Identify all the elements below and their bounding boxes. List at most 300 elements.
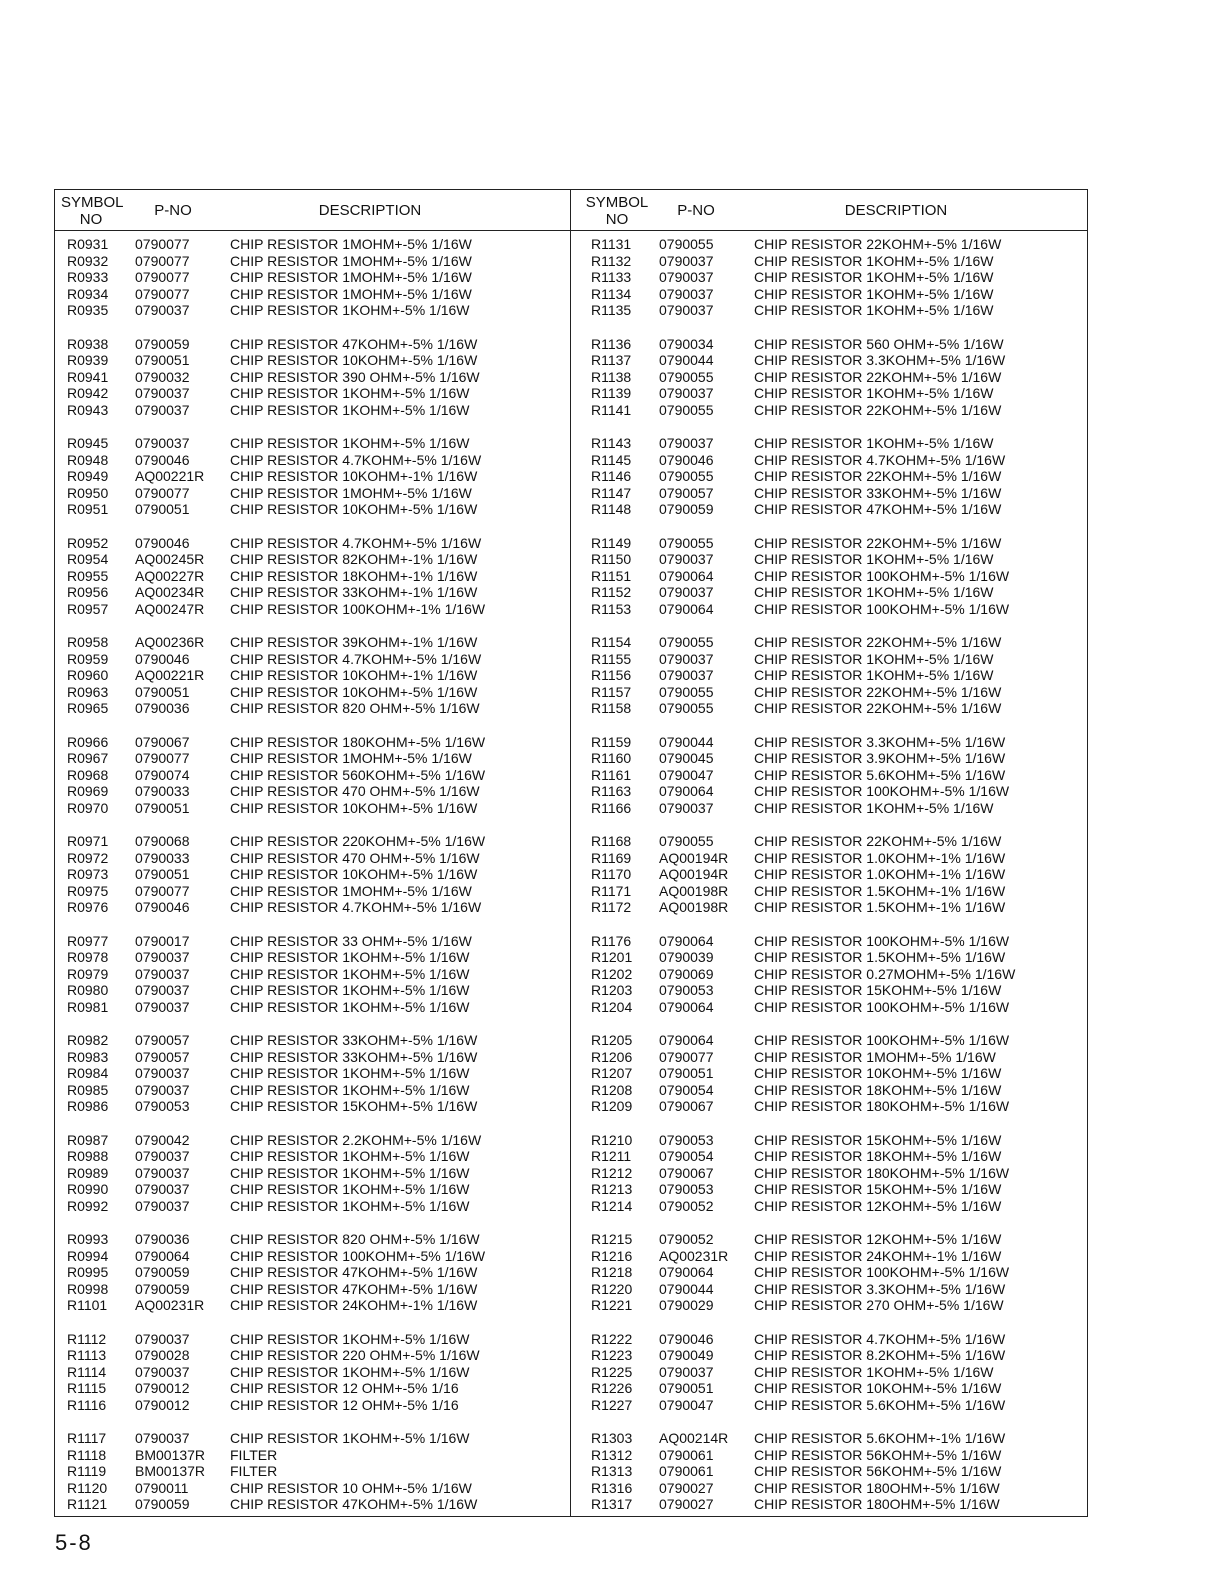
table-row (591, 402, 1099, 419)
part-group (591, 336, 1099, 419)
part-number-cell: 0790053 (135, 1098, 190, 1114)
description-cell: CHIP RESISTOR 33KOHM+-5% 1/16W (230, 1048, 478, 1065)
part-group (591, 833, 1099, 916)
table-row (67, 1098, 575, 1115)
symbol-no-cell: R1210 (591, 1131, 633, 1148)
part-number-cell: 0790037 (135, 1148, 190, 1164)
description-cell: CHIP RESISTOR 47KOHM+-5% 1/16W (230, 335, 478, 352)
table-row (591, 1331, 1099, 1348)
parts-list-table (54, 189, 1088, 1517)
part-group (67, 535, 575, 618)
part-group (67, 734, 575, 817)
part-number-cell: 0790037 (659, 551, 714, 567)
symbol-no-cell: R0949 (67, 468, 109, 484)
part-number-cell: 0790012 (135, 1380, 190, 1396)
table-row (67, 833, 575, 850)
description-cell: CHIP RESISTOR 15KOHM+-5% 1/16W (230, 1098, 478, 1114)
symbol-no-cell: R0942 (67, 385, 109, 401)
part-number-cell: 0790047 (659, 766, 714, 783)
part-number-cell: AQ00214R (659, 1430, 729, 1446)
part-number-cell: 0790047 (659, 1396, 714, 1413)
table-row (67, 468, 575, 485)
part-number-cell: 0790036 (135, 1231, 190, 1247)
description-cell: CHIP RESISTOR 1KOHM+-5% 1/16W (230, 1148, 470, 1164)
symbol-no-cell: R1119 (67, 1463, 107, 1479)
part-number-cell: AQ00221R (135, 667, 205, 683)
description-cell: CHIP RESISTOR 22KOHM+-5% 1/16W (754, 534, 1002, 551)
symbol-no-cell: R1137 (591, 352, 632, 368)
symbol-no-cell: R1154 (591, 634, 632, 650)
part-number-cell: 0790037 (135, 1197, 190, 1214)
description-cell: CHIP RESISTOR 56KOHM+-5% 1/16W (754, 1446, 1002, 1463)
description-cell: CHIP RESISTOR 180KOHM+-5% 1/16W (754, 1098, 1010, 1114)
description-cell: CHIP RESISTOR 100KOHM+-5% 1/16W (754, 1264, 1010, 1280)
description-cell: CHIP RESISTOR 180KOHM+-5% 1/16W (230, 733, 486, 750)
part-number-cell: 0790034 (659, 335, 714, 352)
description-cell: CHIP RESISTOR 12KOHM+-5% 1/16W (754, 1231, 1002, 1247)
description-cell: CHIP RESISTOR 18KOHM+-5% 1/16W (754, 1081, 1002, 1098)
table-row (67, 999, 575, 1016)
description-cell: CHIP RESISTOR 180OHM+-5% 1/16W (754, 1479, 1000, 1496)
symbol-no-cell: R1133 (591, 269, 632, 285)
symbol-no-cell: R0950 (67, 484, 109, 501)
symbol-no-cell: R1114 (67, 1363, 107, 1380)
description-cell: CHIP RESISTOR 15KOHM+-5% 1/16W (754, 1181, 1002, 1197)
symbol-no-cell: R1303 (591, 1430, 633, 1446)
table-row (591, 1049, 1099, 1066)
table-row (67, 1331, 575, 1348)
symbol-no-cell: R0979 (67, 965, 109, 982)
symbol-no-cell: R1101 (67, 1297, 108, 1313)
description-cell: CHIP RESISTOR 22KOHM+-5% 1/16W (754, 401, 1002, 418)
part-number-cell: 0790055 (659, 534, 714, 551)
description-cell: CHIP RESISTOR 1KOHM+-5% 1/16W (230, 1081, 470, 1098)
part-number-cell: 0790052 (659, 1231, 714, 1247)
symbol-no-cell: R1143 (591, 435, 632, 451)
table-row (67, 352, 575, 369)
description-cell: CHIP RESISTOR 47KOHM+-5% 1/16W (230, 1264, 478, 1280)
table-row (67, 286, 575, 303)
page-number: 5-8 (55, 1530, 93, 1555)
table-row (67, 1132, 575, 1149)
description-cell: CHIP RESISTOR 1MOHM+-5% 1/16W (230, 882, 472, 899)
description-cell: CHIP RESISTOR 33KOHM+-5% 1/16W (754, 484, 1002, 501)
part-number-cell: 0790037 (135, 1363, 190, 1380)
table-row (67, 501, 575, 518)
description-cell: CHIP RESISTOR 5.6KOHM+-1% 1/16W (754, 1430, 1006, 1446)
table-row (591, 667, 1099, 684)
left-parts-column (67, 236, 575, 1530)
part-number-cell: 0790037 (659, 650, 714, 667)
symbol-no-cell: R0933 (67, 269, 109, 285)
description-cell: CHIP RESISTOR 1KOHM+-5% 1/16W (230, 435, 470, 451)
part-number-cell: 0790037 (135, 982, 190, 998)
symbol-no-cell: R1146 (591, 468, 632, 484)
description-cell: CHIP RESISTOR 24KOHM+-1% 1/16W (230, 1297, 478, 1313)
table-row (591, 634, 1099, 651)
description-cell: CHIP RESISTOR 1KOHM+-5% 1/16W (754, 551, 994, 567)
symbol-no-cell: R1213 (591, 1181, 633, 1197)
part-number-cell: 0790069 (659, 965, 714, 982)
right-parts-column (591, 236, 1099, 1530)
table-row (591, 949, 1099, 966)
part-number-cell: 0790054 (659, 1148, 714, 1164)
description-cell: CHIP RESISTOR 22KOHM+-5% 1/16W (754, 634, 1002, 650)
part-number-cell: 0790077 (135, 236, 190, 252)
part-number-cell: 0790067 (135, 733, 190, 750)
part-number-cell: 0790046 (659, 1330, 714, 1347)
table-row (591, 435, 1099, 452)
description-cell: CHIP RESISTOR 1.5KOHM+-5% 1/16W (754, 949, 1006, 965)
table-row (591, 999, 1099, 1016)
table-row (591, 966, 1099, 983)
description-cell: CHIP RESISTOR 100KOHM+-5% 1/16W (754, 600, 1010, 617)
description-cell: CHIP RESISTOR 4.7KOHM+-5% 1/16W (230, 650, 482, 667)
description-cell: CHIP RESISTOR 1KOHM+-5% 1/16W (230, 1065, 470, 1081)
symbol-no-cell: R1155 (591, 650, 632, 667)
description-cell: CHIP RESISTOR 100KOHM+-5% 1/16W (230, 1247, 486, 1264)
part-group (67, 933, 575, 1016)
part-number-cell: 0790051 (135, 352, 190, 368)
part-group (67, 1032, 575, 1115)
description-cell: CHIP RESISTOR 470 OHM+-5% 1/16W (230, 783, 480, 799)
table-row (67, 1281, 575, 1298)
table-row (67, 1082, 575, 1099)
table-row (67, 1364, 575, 1381)
symbol-no-cell: R1212 (591, 1164, 633, 1181)
description-cell: CHIP RESISTOR 1.0KOHM+-1% 1/16W (754, 866, 1006, 882)
symbol-no-cell: R1316 (591, 1479, 633, 1496)
part-group (591, 1331, 1099, 1414)
description-cell: CHIP RESISTOR 15KOHM+-5% 1/16W (754, 982, 1002, 998)
part-number-cell: 0790028 (135, 1347, 190, 1363)
part-number-cell: 0790055 (659, 368, 714, 385)
table-row (591, 1297, 1099, 1314)
part-group (67, 236, 575, 319)
table-row (67, 336, 575, 353)
table-row (591, 336, 1099, 353)
symbol-no-cell: R1169 (591, 849, 632, 866)
description-cell: CHIP RESISTOR 8.2KOHM+-5% 1/16W (754, 1347, 1006, 1363)
table-row (591, 601, 1099, 618)
description-cell: CHIP RESISTOR 18KOHM+-5% 1/16W (754, 1148, 1002, 1164)
description-cell: CHIP RESISTOR 22KOHM+-5% 1/16W (754, 700, 1002, 716)
part-number-cell: 0790077 (135, 484, 190, 501)
part-number-cell: 0790053 (659, 1181, 714, 1197)
header-symbol-label: SYMBOL (61, 194, 124, 211)
symbol-no-cell: R1117 (67, 1430, 107, 1446)
part-number-cell: 0790064 (659, 600, 714, 617)
description-cell: CHIP RESISTOR 47KOHM+-5% 1/16W (754, 501, 1002, 517)
part-number-cell: 0790077 (135, 269, 190, 285)
symbol-no-cell: R1206 (591, 1048, 633, 1065)
description-cell: CHIP RESISTOR 56KOHM+-5% 1/16W (754, 1463, 1002, 1479)
table-row (67, 1297, 575, 1314)
symbol-no-cell: R1115 (67, 1380, 107, 1396)
table-row (591, 767, 1099, 784)
description-cell: CHIP RESISTOR 10KOHM+-5% 1/16W (230, 799, 478, 816)
description-cell: CHIP RESISTOR 10KOHM+-5% 1/16W (230, 866, 478, 882)
part-number-cell: 0790077 (135, 882, 190, 899)
description-cell: CHIP RESISTOR 1KOHM+-5% 1/16W (754, 1363, 994, 1380)
symbol-no-cell: R1168 (591, 833, 632, 849)
table-row (67, 1032, 575, 1049)
table-row (591, 833, 1099, 850)
part-number-cell: AQ00247R (135, 600, 205, 617)
description-cell: CHIP RESISTOR 10 OHM+-5% 1/16W (230, 1479, 472, 1496)
part-number-cell: AQ00198R (659, 899, 729, 915)
part-group (67, 1132, 575, 1215)
table-row (67, 700, 575, 717)
part-number-cell: 0790046 (135, 650, 190, 667)
part-number-cell: 0790037 (659, 667, 714, 683)
description-cell: CHIP RESISTOR 15KOHM+-5% 1/16W (754, 1131, 1002, 1148)
description-cell: CHIP RESISTOR 4.7KOHM+-5% 1/16W (230, 899, 482, 915)
table-row (591, 369, 1099, 386)
part-number-cell: 0790049 (659, 1347, 714, 1363)
symbol-no-cell: R1131 (591, 236, 632, 252)
symbol-no-cell: R1112 (67, 1330, 107, 1347)
part-number-cell: 0790037 (135, 435, 190, 451)
part-number-cell: 0790046 (135, 899, 190, 915)
part-group (591, 236, 1099, 319)
description-cell: CHIP RESISTOR 1KOHM+-5% 1/16W (754, 285, 994, 302)
part-number-cell: AQ00227R (135, 567, 205, 584)
table-row (591, 1181, 1099, 1198)
header-no-label: NO (79, 211, 103, 228)
description-cell: CHIP RESISTOR 560KOHM+-5% 1/16W (230, 766, 486, 783)
table-row (591, 866, 1099, 883)
description-cell: CHIP RESISTOR 5.6KOHM+-5% 1/16W (754, 1396, 1006, 1413)
part-number-cell: 0790064 (659, 1264, 714, 1280)
symbol-no-cell: R0931 (67, 236, 109, 252)
part-number-cell: 0790037 (659, 799, 714, 816)
table-row (67, 734, 575, 751)
description-cell: CHIP RESISTOR 1KOHM+-5% 1/16W (754, 252, 994, 269)
table-row (67, 1181, 575, 1198)
part-number-cell: 0790037 (135, 1181, 190, 1197)
symbol-no-cell: R1170 (591, 866, 632, 882)
part-number-cell: 0790067 (659, 1164, 714, 1181)
part-number-cell: 0790037 (659, 252, 714, 269)
table-row (67, 1165, 575, 1182)
description-cell: CHIP RESISTOR 1KOHM+-5% 1/16W (230, 1430, 470, 1446)
table-row (591, 1463, 1099, 1480)
table-row (591, 269, 1099, 286)
table-row (67, 634, 575, 651)
part-number-cell: 0790037 (659, 584, 714, 600)
symbol-no-cell: R0948 (67, 451, 109, 468)
symbol-no-cell: R0943 (67, 401, 109, 418)
part-number-cell: 0790037 (135, 1430, 190, 1446)
part-number-cell: 0790051 (135, 799, 190, 816)
description-cell: CHIP RESISTOR 33 OHM+-5% 1/16W (230, 932, 472, 949)
table-row (591, 1480, 1099, 1497)
description-cell: CHIP RESISTOR 82KOHM+-1% 1/16W (230, 551, 478, 567)
part-number-cell: 0790055 (659, 634, 714, 650)
symbol-no-cell: R1222 (591, 1330, 633, 1347)
description-cell: CHIP RESISTOR 1KOHM+-5% 1/16W (754, 385, 994, 401)
symbol-no-cell: R1166 (591, 799, 632, 816)
table-row (67, 1198, 575, 1215)
symbol-no-cell: R1227 (591, 1396, 633, 1413)
symbol-no-cell: R1172 (591, 899, 632, 915)
part-number-cell: 0790045 (659, 750, 714, 766)
symbol-no-cell: R1207 (591, 1065, 633, 1081)
part-number-cell: AQ00231R (135, 1297, 205, 1313)
description-cell: CHIP RESISTOR 220KOHM+-5% 1/16W (230, 833, 486, 849)
part-group (591, 435, 1099, 518)
symbol-no-cell: R0990 (67, 1181, 109, 1197)
description-cell: CHIP RESISTOR 10KOHM+-1% 1/16W (230, 468, 478, 484)
part-number-cell: 0790037 (135, 1330, 190, 1347)
description-cell: CHIP RESISTOR 3.3KOHM+-5% 1/16W (754, 352, 1006, 368)
symbol-no-cell: R1116 (67, 1396, 107, 1413)
symbol-no-cell: R0958 (67, 634, 109, 650)
description-cell: CHIP RESISTOR 4.7KOHM+-5% 1/16W (754, 1330, 1006, 1347)
description-cell: CHIP RESISTOR 1MOHM+-5% 1/16W (230, 236, 472, 252)
symbol-no-cell: R0939 (67, 352, 109, 368)
part-number-cell: 0790059 (135, 1280, 190, 1297)
table-row (591, 1496, 1099, 1513)
symbol-no-cell: R1149 (591, 534, 632, 551)
symbol-no-cell: R0975 (67, 882, 109, 899)
symbol-no-cell: R1223 (591, 1347, 633, 1363)
description-cell: CHIP RESISTOR 1KOHM+-5% 1/16W (754, 302, 994, 318)
part-number-cell: 0790037 (659, 302, 714, 318)
symbol-no-cell: R1211 (591, 1148, 632, 1164)
description-cell: CHIP RESISTOR 1KOHM+-5% 1/16W (754, 650, 994, 667)
symbol-no-cell: R0978 (67, 949, 109, 965)
part-number-cell: 0790068 (135, 833, 190, 849)
part-group (67, 833, 575, 916)
part-number-cell: 0790037 (135, 998, 190, 1015)
table-row (591, 535, 1099, 552)
description-cell: CHIP RESISTOR 270 OHM+-5% 1/16W (754, 1297, 1004, 1313)
symbol-no-cell: R1141 (591, 401, 632, 418)
table-row (67, 1463, 575, 1480)
symbol-no-cell: R0966 (67, 733, 109, 750)
part-number-cell: 0790052 (659, 1197, 714, 1214)
symbol-no-cell: R0998 (67, 1280, 109, 1297)
part-number-cell: 0790046 (659, 451, 714, 468)
symbol-no-cell: R1159 (591, 733, 632, 750)
symbol-no-cell: R1138 (591, 368, 632, 385)
table-row (591, 452, 1099, 469)
part-number-cell: 0790037 (659, 269, 714, 285)
part-number-cell: 0790042 (135, 1131, 190, 1148)
symbol-no-cell: R0973 (67, 866, 109, 882)
part-number-cell: 0790055 (659, 833, 714, 849)
table-row (591, 1364, 1099, 1381)
part-group (67, 1231, 575, 1314)
table-row (591, 352, 1099, 369)
part-number-cell: 0790037 (135, 385, 190, 401)
part-number-cell: 0790055 (659, 683, 714, 700)
symbol-no-cell: R1220 (591, 1280, 633, 1297)
table-row (67, 1264, 575, 1281)
part-number-cell: 0790046 (135, 451, 190, 468)
description-cell: CHIP RESISTOR 18KOHM+-1% 1/16W (230, 567, 478, 584)
part-group (591, 634, 1099, 717)
part-group (67, 336, 575, 419)
right-header-pno: P-NO (677, 202, 715, 219)
table-row (67, 253, 575, 270)
part-number-cell: 0790055 (659, 236, 714, 252)
description-cell: CHIP RESISTOR 4.7KOHM+-5% 1/16W (230, 534, 482, 551)
table-row (67, 651, 575, 668)
description-cell: CHIP RESISTOR 1KOHM+-5% 1/16W (754, 435, 994, 451)
part-number-cell: 0790059 (135, 335, 190, 352)
table-row (591, 1447, 1099, 1464)
description-cell: CHIP RESISTOR 1KOHM+-5% 1/16W (230, 302, 470, 318)
part-number-cell: AQ00234R (135, 584, 205, 600)
description-cell: CHIP RESISTOR 4.7KOHM+-5% 1/16W (230, 451, 482, 468)
symbol-no-cell: R0972 (67, 849, 109, 866)
symbol-no-cell: R0960 (67, 667, 109, 683)
symbol-no-cell: R1225 (591, 1363, 633, 1380)
part-number-cell: 0790033 (135, 849, 190, 866)
symbol-no-cell: R0971 (67, 833, 109, 849)
table-row (67, 269, 575, 286)
symbol-no-cell: R1215 (591, 1231, 633, 1247)
description-cell: CHIP RESISTOR 1KOHM+-5% 1/16W (230, 401, 470, 418)
table-row (67, 767, 575, 784)
symbol-no-cell: R1201 (591, 949, 633, 965)
table-row (591, 1032, 1099, 1049)
symbol-no-cell: R1134 (591, 285, 632, 302)
symbol-no-cell: R1160 (591, 750, 632, 766)
part-number-cell: AQ00194R (659, 866, 729, 882)
symbol-no-cell: R1202 (591, 965, 633, 982)
table-row (67, 750, 575, 767)
description-cell: CHIP RESISTOR 180OHM+-5% 1/16W (754, 1496, 1000, 1512)
description-cell: CHIP RESISTOR 10KOHM+-5% 1/16W (754, 1380, 1002, 1396)
symbol-no-cell: R1226 (591, 1380, 633, 1396)
table-row (67, 1380, 575, 1397)
part-number-cell: 0790037 (135, 1164, 190, 1181)
description-cell: CHIP RESISTOR 1MOHM+-5% 1/16W (230, 750, 472, 766)
symbol-no-cell: R1317 (591, 1496, 633, 1512)
symbol-no-cell: R1158 (591, 700, 632, 716)
symbol-no-cell: R1221 (591, 1297, 633, 1313)
part-number-cell: 0790039 (659, 949, 714, 965)
part-number-cell: 0790055 (659, 401, 714, 418)
part-group (67, 1331, 575, 1414)
symbol-no-cell: R0985 (67, 1081, 109, 1098)
description-cell: CHIP RESISTOR 100KOHM+-5% 1/16W (754, 1032, 1010, 1048)
table-row (67, 1397, 575, 1414)
symbol-no-cell: R0968 (67, 766, 109, 783)
part-number-cell: 0790074 (135, 766, 190, 783)
table-row (67, 800, 575, 817)
table-row (591, 1198, 1099, 1215)
part-group (591, 1231, 1099, 1314)
table-row (591, 1397, 1099, 1414)
description-cell: CHIP RESISTOR 5.6KOHM+-5% 1/16W (754, 766, 1006, 783)
table-row (591, 1148, 1099, 1165)
description-cell: CHIP RESISTOR 1.0KOHM+-1% 1/16W (754, 849, 1006, 866)
symbol-no-cell: R0994 (67, 1247, 109, 1264)
description-cell: CHIP RESISTOR 100KOHM+-5% 1/16W (754, 783, 1010, 799)
symbol-no-cell: R0967 (67, 750, 109, 766)
symbol-no-cell: R1313 (591, 1463, 633, 1479)
part-number-cell: 0790051 (135, 866, 190, 882)
right-header-description: DESCRIPTION (844, 202, 948, 219)
description-cell: CHIP RESISTOR 10KOHM+-1% 1/16W (230, 667, 478, 683)
table-row (67, 435, 575, 452)
table-row (67, 1148, 575, 1165)
